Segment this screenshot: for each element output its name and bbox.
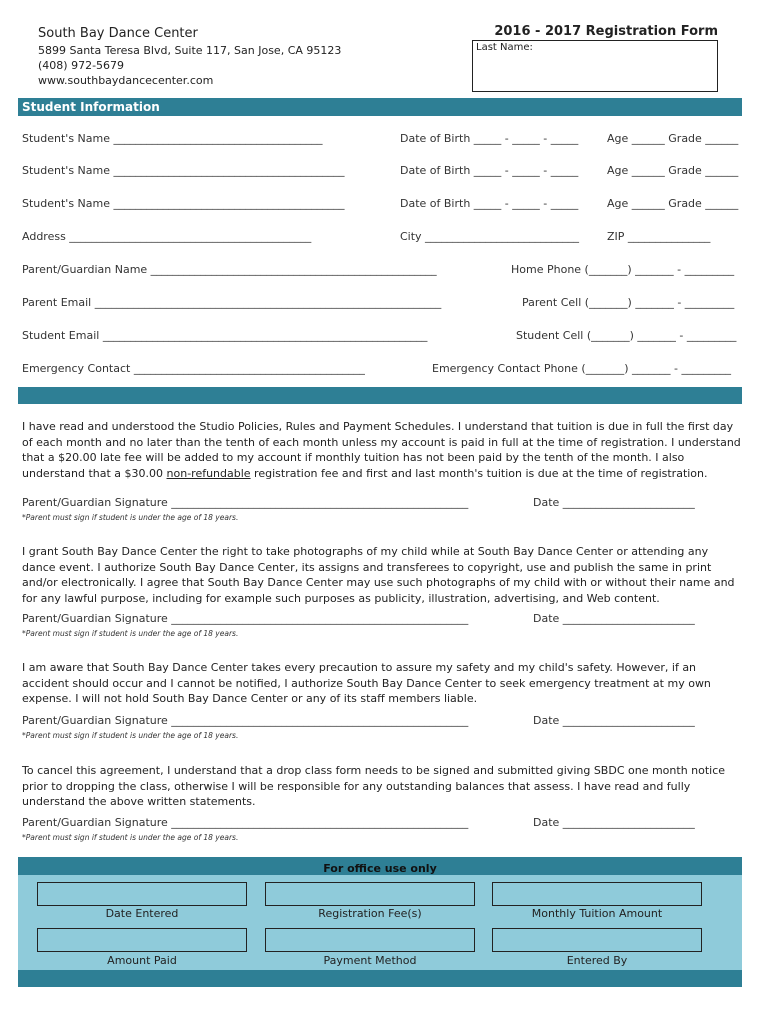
policy-agreement-text: I have read and understood the Studio Policies, Rules and Payment Schedules. I understand that tuition is due in full the first day of each month and no later than the tenth of each month unless my account is paid in full at the time of registration. I understand that a $20.00 late fee will be added to my account if monthly tuition has not been paid by the tenth of the month. I also understand that a $30.00 non-refundable registration fee and first and last month's tuition is due at the time of registration. <box>22 420 741 480</box>
entered-by-label: Entered By <box>566 954 628 967</box>
student-info-title: Student Information <box>22 100 160 114</box>
signature-4-field[interactable]: Parent/Guardian Signature ______________________________________________________ <box>22 816 469 829</box>
age-grade-1-field[interactable]: Age ______ Grade ______ <box>607 132 739 145</box>
city-field[interactable]: City ____________________________ <box>400 230 580 243</box>
dob-3-field[interactable]: Date of Birth _____ - _____ - _____ <box>400 197 579 210</box>
org-phone: (408) 972-5679 <box>38 59 125 72</box>
student-email-field[interactable]: Student Email ___________________________________________________________ <box>22 329 428 342</box>
form-title: 2016 - 2017 Registration Form <box>494 24 718 39</box>
date-1-field[interactable]: Date ________________________ <box>533 496 695 509</box>
org-address: 5899 Santa Teresa Blvd, Suite 117, San Jose, CA 95123 <box>38 44 342 57</box>
payment-method-label: Payment Method <box>323 954 417 967</box>
office-use-bar <box>18 857 742 875</box>
date-4-field[interactable]: Date ________________________ <box>533 816 695 829</box>
amount-paid-label: Amount Paid <box>107 954 177 967</box>
student-name-1-field[interactable]: Student's Name ______________________________________ <box>22 132 323 145</box>
org-name: South Bay Dance Center <box>38 26 198 41</box>
age-grade-2-field[interactable]: Age ______ Grade ______ <box>607 164 739 177</box>
parent-sign-note-4: *Parent must sign if student is under the age of 18 years. <box>22 833 239 842</box>
student-name-2-field[interactable]: Student's Name __________________________________________ <box>22 164 345 177</box>
address-field[interactable]: Address ____________________________________________ <box>22 230 312 243</box>
non-refundable-text: non-refundable <box>166 466 251 480</box>
org-website: www.southbaydancecenter.com <box>38 74 214 87</box>
parent-sign-note-2: *Parent must sign if student is under the age of 18 years. <box>22 629 239 638</box>
date-3-field[interactable]: Date ________________________ <box>533 714 695 727</box>
student-name-3-field[interactable]: Student's Name __________________________________________ <box>22 197 345 210</box>
office-bottom-strip <box>18 970 742 987</box>
last-name-label: Last Name: <box>476 42 533 53</box>
monthly-tuition-label: Monthly Tuition Amount <box>531 907 663 920</box>
student-cell-field[interactable]: Student Cell (_______) _______ - _________ <box>516 329 737 342</box>
registration-fee-label: Registration Fee(s) <box>318 907 422 920</box>
parent-name-field[interactable]: Parent/Guardian Name ____________________________________________________ <box>22 263 437 276</box>
section-divider-bar <box>18 387 742 404</box>
date-entered-box[interactable] <box>37 882 247 906</box>
amount-paid-box[interactable] <box>37 928 247 952</box>
emergency-phone-field[interactable]: Emergency Contact Phone (_______) _______ - _________ <box>432 362 731 375</box>
photo-release-text: I grant South Bay Dance Center the right to take photographs of my child while at South Bay Dance Center or attending any dance event. I authorize South Bay Dance Center, its assigns and transferees to copyright, use and publish the same in print and/or electronically. I agree that South Bay Dance Center may use such photographs of my child with or without their name and for any lawful purpose, including for example such purposes as publicity, illustration, advertising, and Web content. <box>22 545 735 605</box>
date-2-field[interactable]: Date ________________________ <box>533 612 695 625</box>
signature-1-field[interactable]: Parent/Guardian Signature ______________________________________________________ <box>22 496 469 509</box>
registration-fee-box[interactable] <box>265 882 475 906</box>
age-grade-3-field[interactable]: Age ______ Grade ______ <box>607 197 739 210</box>
date-entered-label: Date Entered <box>105 907 179 920</box>
office-use-title: For office use only <box>323 862 437 875</box>
payment-method-box[interactable] <box>265 928 475 952</box>
cancellation-text: To cancel this agreement, I understand that a drop class form needs to be signed and submitted giving SBDC one month notice prior to dropping the class, otherwise I will be responsible for any outstanding balances that assess. I have read and fully understand the above written statements. <box>22 764 726 808</box>
signature-3-field[interactable]: Parent/Guardian Signature ______________________________________________________ <box>22 714 469 727</box>
dob-2-field[interactable]: Date of Birth _____ - _____ - _____ <box>400 164 579 177</box>
monthly-tuition-box[interactable] <box>492 882 702 906</box>
home-phone-field[interactable]: Home Phone (_______) _______ - _________ <box>511 263 735 276</box>
emergency-contact-field[interactable]: Emergency Contact __________________________________________ <box>22 362 365 375</box>
parent-sign-note-1: *Parent must sign if student is under the age of 18 years. <box>22 513 239 522</box>
liability-text: I am aware that South Bay Dance Center takes every precaution to assure my safety and my child's safety. However, if an accident should occur and I cannot be notified, I authorize South Bay Dance Center to seek emergency treatment at my own expense. I will not hold South Bay Dance Center or any of its staff members liable. <box>22 661 711 705</box>
student-info-bar <box>18 98 742 116</box>
parent-sign-note-3: *Parent must sign if student is under the age of 18 years. <box>22 731 239 740</box>
zip-field[interactable]: ZIP _______________ <box>607 230 711 243</box>
parent-email-field[interactable]: Parent Email _______________________________________________________________ <box>22 296 442 309</box>
parent-cell-field[interactable]: Parent Cell (_______) _______ - _________ <box>522 296 735 309</box>
entered-by-box[interactable] <box>492 928 702 952</box>
dob-1-field[interactable]: Date of Birth _____ - _____ - _____ <box>400 132 579 145</box>
signature-2-field[interactable]: Parent/Guardian Signature ______________________________________________________ <box>22 612 469 625</box>
